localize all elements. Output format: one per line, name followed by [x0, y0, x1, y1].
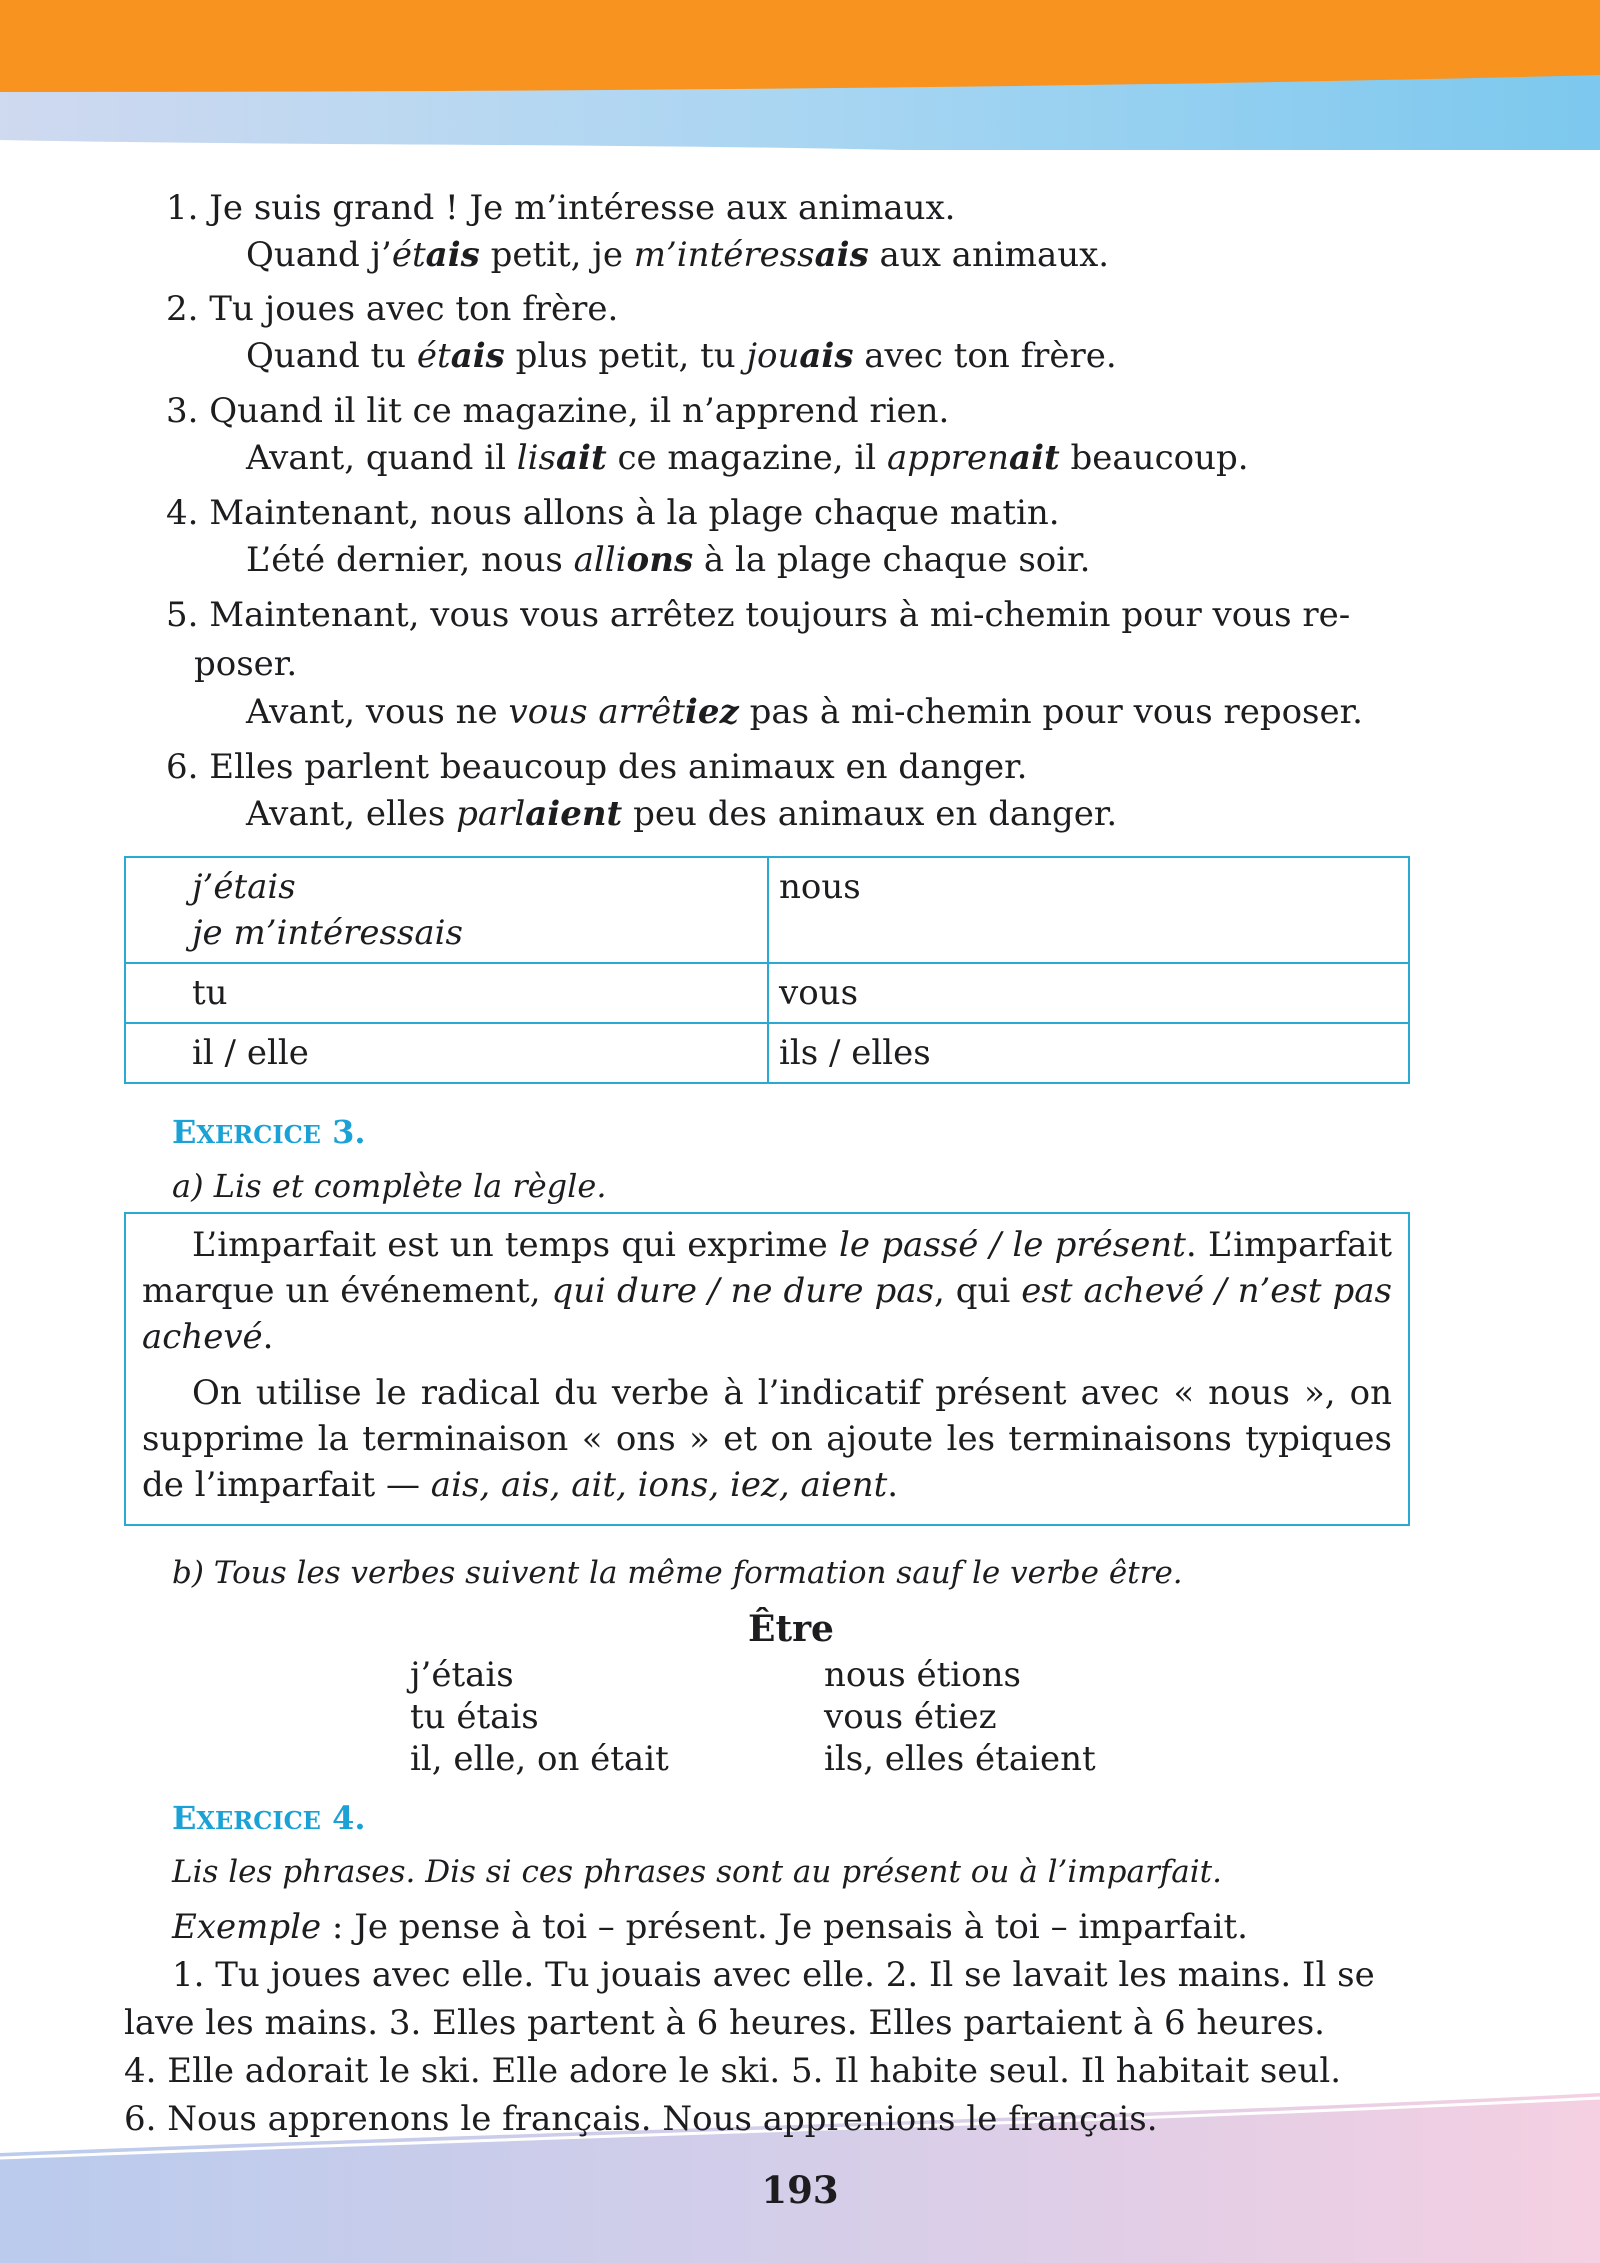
- grid-cell: nous: [779, 867, 861, 907]
- rule-box: [124, 1212, 1410, 1526]
- grid-cell: ils / elles: [779, 1033, 931, 1073]
- item-number: 1.: [166, 188, 199, 228]
- sentence-imparfait: Quand tu étais plus petit, tu jouais avec ton frère.: [246, 336, 1117, 376]
- sentence-present: Maintenant, nous allons à la plage chaque matin.: [209, 493, 1060, 533]
- grid-cell: tu: [126, 964, 769, 1022]
- item-number: 6.: [166, 747, 199, 787]
- rule-paragraph-1: L’imparfait est un temps qui exprime le passé / le présent. L’imparfait marque un événement, qui dure / ne dure pas, qui est achevé / n’est pas achevé.: [142, 1225, 1392, 1357]
- item-number: 5.: [166, 595, 199, 635]
- exercise-4-line: 1. Tu joues avec elle. Tu jouais avec elle. 2. Il se lavait les mains. Il se: [172, 1955, 1375, 1995]
- etre-title: Être: [748, 1608, 834, 1650]
- grid-cell: vous: [779, 973, 859, 1013]
- sentence-imparfait: Avant, quand il lisait ce magazine, il apprenait beaucoup.: [246, 438, 1249, 478]
- exercise-3a-instruction: a) Lis et complète la règle.: [172, 1167, 607, 1205]
- exercise-4-line: 6. Nous apprenons le français. Nous apprenions le français.: [124, 2099, 1158, 2139]
- exercise-4-example: Exemple : Je pense à toi – présent. Je pensais à toi – imparfait.: [172, 1907, 1248, 1947]
- item-number: 2.: [166, 289, 199, 329]
- exercise-4-line: 4. Elle adorait le ski. Elle adore le ski. 5. Il habite seul. Il habitait seul.: [124, 2051, 1342, 2091]
- exercise-3b-instruction: b) Tous les verbes suivent la même formation sauf le verbe être.: [172, 1555, 1183, 1591]
- grid-row: [126, 1022, 1408, 1082]
- sentence-imparfait: L’été dernier, nous allions à la plage chaque soir.: [246, 540, 1091, 580]
- etre-conj-right: nous étions vous étiez ils, elles étaient: [824, 1655, 1096, 1779]
- rule-paragraph-2: On utilise le radical du verbe à l’indicatif présent avec « nous », on supprime la terminaison « ons » et on ajoute les terminaisons typiques de l’imparfait — ais, ais, ait, ions, iez, aient.: [142, 1373, 1392, 1505]
- sentence-present-continued: poser.: [194, 644, 298, 684]
- exercise-4-heading: EXERCICE 4.: [172, 1799, 366, 1837]
- sentence-present: Je suis grand ! Je m’intéresse aux animaux.: [209, 188, 956, 228]
- sentence-present: Elles parlent beaucoup des animaux en danger.: [209, 747, 1028, 787]
- top-decor-band: [0, 0, 1600, 150]
- sentence-present: Maintenant, vous vous arrêtez toujours à mi-chemin pour vous re-: [209, 595, 1351, 635]
- etre-conj-left: j’étais tu étais il, elle, on était: [410, 1655, 669, 1779]
- sentence-imparfait: Avant, elles parlaient peu des animaux en danger.: [246, 794, 1118, 834]
- grid-cell: j’étais je m’intéressais: [126, 858, 769, 962]
- page-number: 193: [761, 2168, 839, 2212]
- sentence-imparfait: Avant, vous ne vous arrêtiez pas à mi-chemin pour vous reposer.: [246, 692, 1363, 732]
- sentence-present: Quand il lit ce magazine, il n’apprend rien.: [209, 391, 950, 431]
- exercise-4-instruction: Lis les phrases. Dis si ces phrases sont au présent ou à l’imparfait.: [172, 1854, 1222, 1890]
- grid-row: [126, 858, 1408, 962]
- grid-row: [126, 962, 1408, 1022]
- sentence-imparfait: Quand j’étais petit, je m’intéressais aux animaux.: [246, 235, 1110, 275]
- exercise-3-heading: EXERCICE 3.: [172, 1113, 366, 1151]
- item-number: 3.: [166, 391, 199, 431]
- conjugation-grid: [124, 856, 1410, 1084]
- sentence-present: Tu joues avec ton frère.: [209, 289, 619, 329]
- grid-cell: il / elle: [126, 1024, 769, 1082]
- item-number: 4.: [166, 493, 199, 533]
- exercise-4-line: lave les mains. 3. Elles partent à 6 heures. Elles partaient à 6 heures.: [124, 2003, 1325, 2043]
